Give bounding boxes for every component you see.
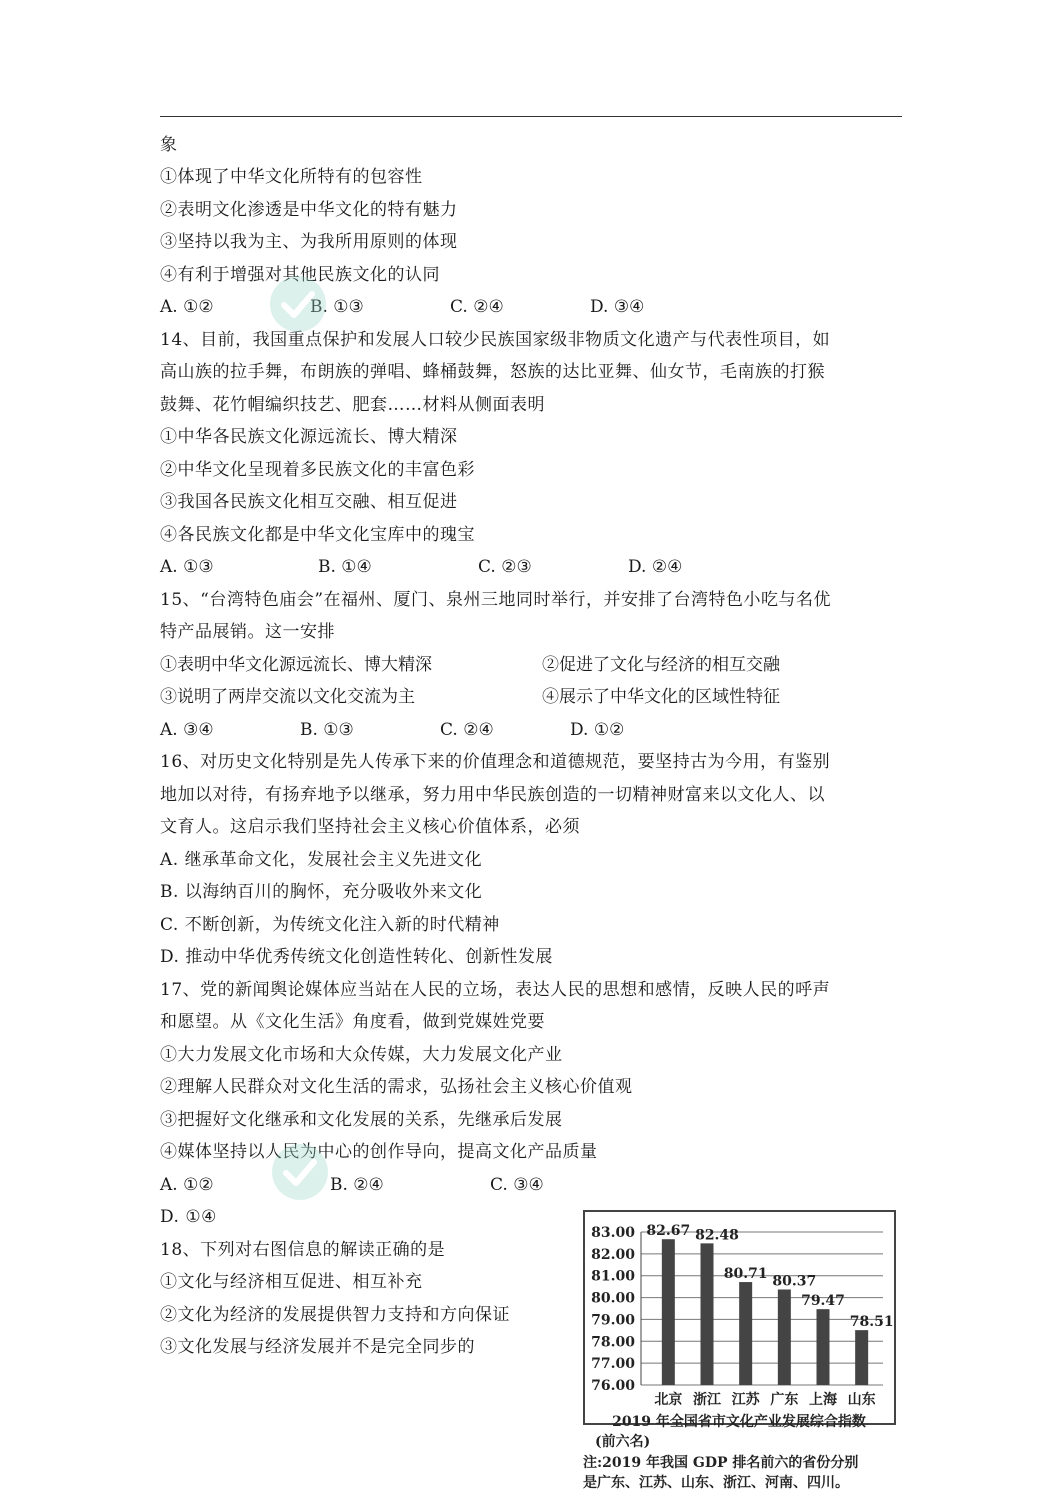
text-line: 象 [160, 135, 178, 155]
bar-chart [583, 1210, 896, 1455]
y-tick-label: 82.00 [591, 1246, 635, 1263]
header-rule [160, 116, 902, 117]
x-tick-label: 江苏 [731, 1392, 760, 1408]
q15-item-2: ②促进了文化与经济的相互交融 [542, 655, 780, 675]
x-tick-label: 山东 [847, 1392, 876, 1408]
text-line: ③把握好文化继承和文化发展的关系，先继承后发展 [160, 1110, 563, 1130]
text-line: ①大力发展文化市场和大众传媒，大力发展文化产业 [160, 1045, 563, 1065]
data-label: 80.37 [772, 1273, 817, 1290]
q13-option-d: D. ③④ [590, 297, 645, 317]
text-line: 14、目前，我国重点保护和发展人口较少民族国家级非物质文化遗产与代表性项目，如 [160, 330, 831, 350]
q15-option-d: D. ①② [570, 720, 625, 740]
text-line: ④各民族文化都是中华文化宝库中的瑰宝 [160, 525, 475, 545]
q15-item-1: ①表明中华文化源远流长、博大精深 [160, 655, 432, 675]
text-line: C. 不断创新，为传统文化注入新的时代精神 [160, 915, 500, 935]
y-tick-label: 77.00 [591, 1356, 635, 1373]
data-label: 80.71 [723, 1266, 768, 1283]
chart-note-line: 是广东、江苏、山东、浙江、河南、四川。 [583, 1475, 849, 1491]
data-label: 82.67 [646, 1223, 691, 1240]
text-line: D. ①④ [160, 1207, 217, 1227]
data-label: 79.47 [801, 1293, 845, 1310]
q14-option-b: B. ①④ [318, 557, 372, 577]
text-line: 文育人。这启示我们坚持社会主义核心价值体系，必须 [160, 817, 580, 837]
y-tick-label: 78.00 [591, 1334, 635, 1351]
text-line: ①中华各民族文化源远流长、博大精深 [160, 427, 458, 447]
bar [855, 1330, 868, 1385]
bar [817, 1309, 830, 1385]
watermark-check-icon [268, 1140, 332, 1204]
bar [778, 1289, 791, 1385]
y-tick-label: 79.00 [591, 1312, 635, 1329]
q17-option-b: B. ②④ [330, 1175, 384, 1195]
text-line: ④有利于增强对其他民族文化的认同 [160, 265, 440, 285]
watermark-check-icon [266, 272, 330, 336]
text-line: ③我国各民族文化相互交融、相互促进 [160, 492, 458, 512]
q13-option-b: B. ①③ [310, 297, 364, 317]
q17-option-c: C. ③④ [490, 1175, 544, 1195]
text-line: ①文化与经济相互促进、相互补充 [160, 1272, 423, 1292]
q15-option-b: B. ①③ [300, 720, 354, 740]
q15-item-4: ④展示了中华文化的区域性特征 [542, 687, 780, 707]
text-line: 16、对历史文化特别是先人传承下来的价值理念和道德规范，要坚持古为今用，有鉴别 [160, 752, 831, 772]
q15-option-c: C. ②④ [440, 720, 494, 740]
data-label: 82.48 [695, 1227, 739, 1244]
text-line: ③坚持以我为主、为我所用原则的体现 [160, 232, 458, 252]
x-tick-label: 北京 [654, 1392, 683, 1408]
text-line: ①体现了中华文化所特有的包容性 [160, 167, 423, 187]
text-line: ②文化为经济的发展提供智力支持和方向保证 [160, 1305, 510, 1325]
text-line: 特产品展销。这一安排 [160, 622, 335, 642]
text-line: B. 以海纳百川的胸怀，充分吸收外来文化 [160, 882, 483, 902]
q14-option-a: A. ①③ [160, 557, 214, 577]
text-line: ②中华文化呈现着多民族文化的丰富色彩 [160, 460, 475, 480]
bar [701, 1243, 714, 1385]
text-line: 鼓舞、花竹帽编织技艺、肥套……材料从侧面表明 [160, 395, 545, 415]
text-line: ②理解人民群众对文化生活的需求，弘扬社会主义核心价值观 [160, 1077, 633, 1097]
q14-option-d: D. ②④ [628, 557, 683, 577]
bar [739, 1282, 752, 1385]
text-line: ②表明文化渗透是中华文化的特有魅力 [160, 200, 458, 220]
q17-option-a: A. ①② [160, 1175, 214, 1195]
y-tick-label: 81.00 [591, 1268, 635, 1285]
data-label: 78.51 [849, 1314, 894, 1331]
x-tick-label: 浙江 [693, 1392, 721, 1408]
text-line: D. 推动中华优秀传统文化创造性转化、创新性发展 [160, 947, 553, 967]
bar [662, 1239, 675, 1385]
q15-item-3: ③说明了两岸交流以文化交流为主 [160, 687, 415, 707]
chart-note-line: 注:2019 年我国 GDP 排名前六的省份分别 [583, 1455, 859, 1471]
text-line: ④媒体坚持以人民为中心的创作导向，提高文化产品质量 [160, 1142, 598, 1162]
text-line: 18、下列对右图信息的解读正确的是 [160, 1240, 446, 1260]
text-line: 高山族的拉手舞，布朗族的弹唱、蜂桶鼓舞，怒族的达比亚舞、仙女节，毛南族的打猴 [160, 362, 825, 382]
y-tick-label: 80.00 [591, 1290, 635, 1307]
chart-title-line: 2019 年全国省市文化产业发展综合指数 [612, 1414, 866, 1430]
q13-option-a: A. ①② [160, 297, 214, 317]
chart-title-line: (前六名) [595, 1434, 651, 1450]
q15-option-a: A. ③④ [160, 720, 214, 740]
text-line: A. 继承革命文化，发展社会主义先进文化 [160, 850, 483, 870]
text-line: 15、“台湾特色庙会”在福州、厦门、泉州三地同时举行，并安排了台湾特色小吃与名优 [160, 590, 832, 610]
q14-option-c: C. ②③ [478, 557, 532, 577]
text-line: 17、党的新闻舆论媒体应当站在人民的立场，表达人民的思想和感情，反映人民的呼声 [160, 980, 831, 1000]
text-line: ③文化发展与经济发展并不是完全同步的 [160, 1337, 475, 1357]
x-tick-label: 上海 [809, 1392, 837, 1408]
y-tick-label: 76.00 [591, 1378, 635, 1394]
y-tick-label: 83.00 [591, 1225, 635, 1241]
q13-option-c: C. ②④ [450, 297, 504, 317]
text-line: 地加以对待，有扬弃地予以继承，努力用中华民族创造的一切精神财富来以文化人、以 [160, 785, 825, 805]
x-tick-label: 广东 [770, 1392, 799, 1408]
text-line: 和愿望。从《文化生活》角度看，做到党媒姓党要 [160, 1012, 545, 1032]
